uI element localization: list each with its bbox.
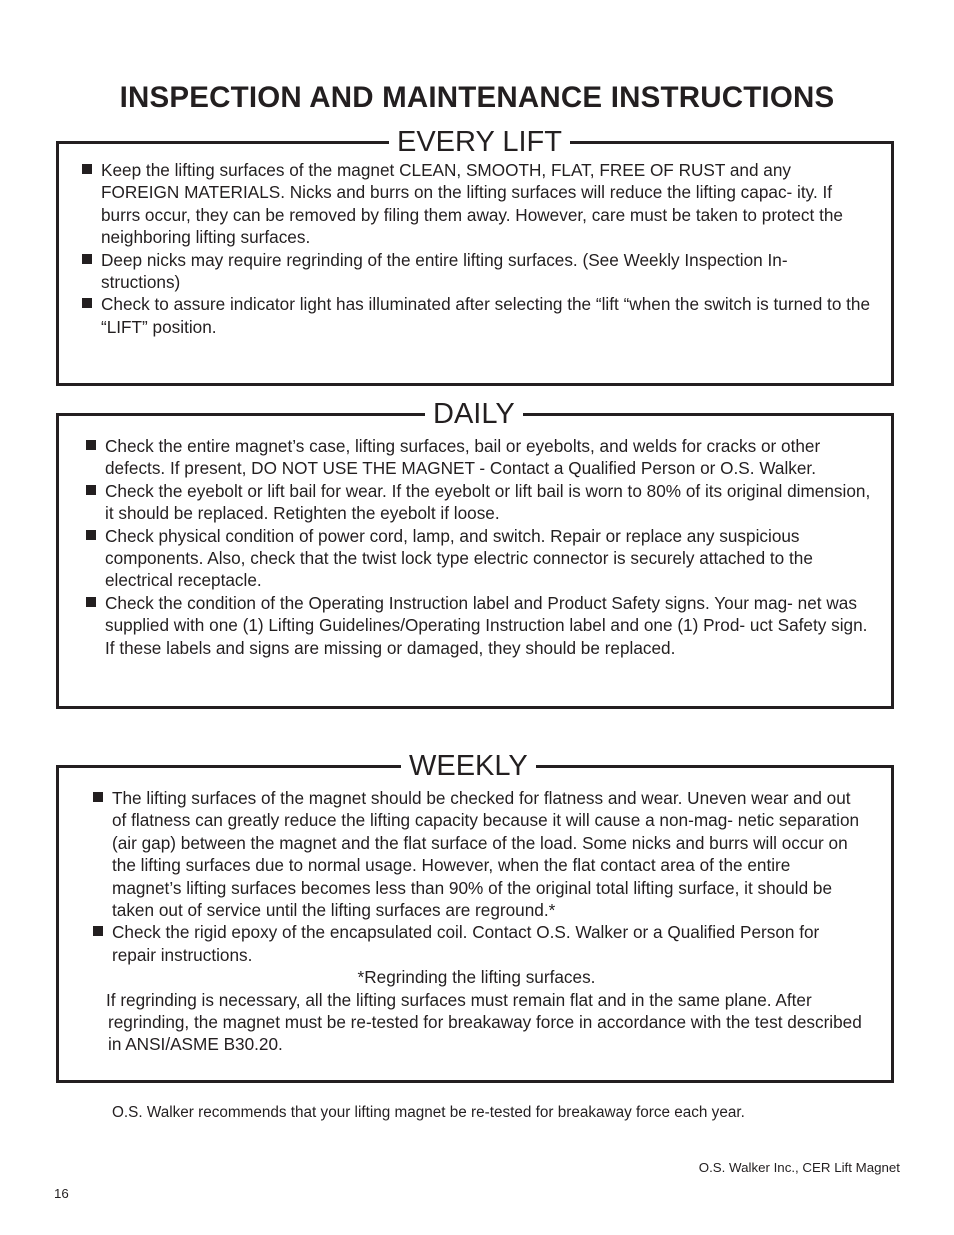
retest-note: O.S. Walker recommends that your lifting magnet be re-tested for breakaway force each year. [112, 1104, 745, 1121]
heading-rule-left [59, 413, 425, 416]
daily-box [56, 398, 894, 709]
list-item: Check the entire magnet’s case, lifting surfaces, bail or eyebolts, and welds for cracks or other defects. If present, DO NOT USE THE MAGNET - Contact a Qualified Person or O.S. Walker. [83, 435, 873, 480]
footer-text: O.S. Walker Inc., CER Lift Magnet [698, 1160, 900, 1175]
regrinding-paragraph: If regrinding is necessary, all the lifting surfaces must remain flat and in the same plane. After regrinding, the magnet must be re-tested for breakaway force in accordance with the test described in ANSI/ASME B30.20. [106, 989, 862, 1055]
weekly-content [90, 787, 863, 1056]
every-lift-content [79, 159, 871, 338]
heading-rule-right [570, 141, 891, 144]
list-item: Check to assure indicator light has illuminated after selecting the “lift “when the switch is turned to the “LIFT” position. [79, 293, 871, 338]
every-lift-box [56, 126, 894, 386]
list-item: Keep the lifting surfaces of the magnet CLEAN, SMOOTH, FLAT, FREE OF RUST and any FOREIGN MATERIALS. Nicks and burrs on the lifting surfaces will reduce the lifting capac- ity. If burrs occur, they can be removed by filing them away. However, care must be taken to protect the neighboring lifting surfaces. [79, 159, 871, 249]
list-item: The lifting surfaces of the magnet should be checked for flatness and wear. Uneven wear and out of flatness can greatly reduce the lifting capacity because it will cause a non-mag- netic separation (air gap) between the magnet and the flat surface of the load. Some nicks and burrs will occur on the lifting surfaces due to normal usage. However, when the flat contact area of the entire magnet’s lifting surfaces becomes less than 90% of the original total lifting surface, it should be taken out of service until the lifting surfaces are reground.* [90, 787, 863, 921]
heading-rule-left [59, 765, 401, 768]
list-item: Check the rigid epoxy of the encapsulated coil. Contact O.S. Walker or a Qualified Person for repair instructions. [90, 921, 863, 966]
daily-heading: DAILY [425, 397, 523, 431]
weekly-heading-row [59, 746, 891, 786]
every-lift-heading: EVERY LIFT [389, 125, 570, 159]
list-item: Check the condition of the Operating Instruction label and Product Safety signs. Your mag- net was supplied with one (1) Lifting Guidelines/Operating Instruction label and one (1) Prod- uct Safety sign. If these labels and signs are missing or damaged, they should be replaced. [83, 592, 873, 659]
daily-content [83, 435, 873, 659]
list-item: Check physical condition of power cord, lamp, and switch. Repair or replace any suspicious components. Also, check that the twist lock type electric connector is securely attached to the electrical receptacle. [83, 525, 873, 592]
daily-heading-row [59, 394, 891, 434]
heading-rule-right [536, 765, 891, 768]
weekly-heading: WEEKLY [401, 749, 536, 783]
heading-rule-left [59, 141, 389, 144]
regrinding-subheading: *Regrinding the lifting surfaces. [357, 967, 596, 988]
heading-rule-right [523, 413, 891, 416]
page-number: 16 [54, 1186, 69, 1201]
list-item: Check the eyebolt or lift bail for wear. If the eyebolt or lift bail is worn to 80% of its original dimension, it should be replaced. Retighten the eyebolt if loose. [83, 480, 873, 525]
page-title: INSPECTION AND MAINTENANCE INSTRUCTIONS [119, 81, 835, 114]
list-item: Deep nicks may require regrinding of the entire lifting surfaces. (See Weekly Inspection In- structions) [79, 249, 871, 294]
weekly-box [56, 750, 894, 1083]
every-lift-heading-row [59, 122, 891, 162]
